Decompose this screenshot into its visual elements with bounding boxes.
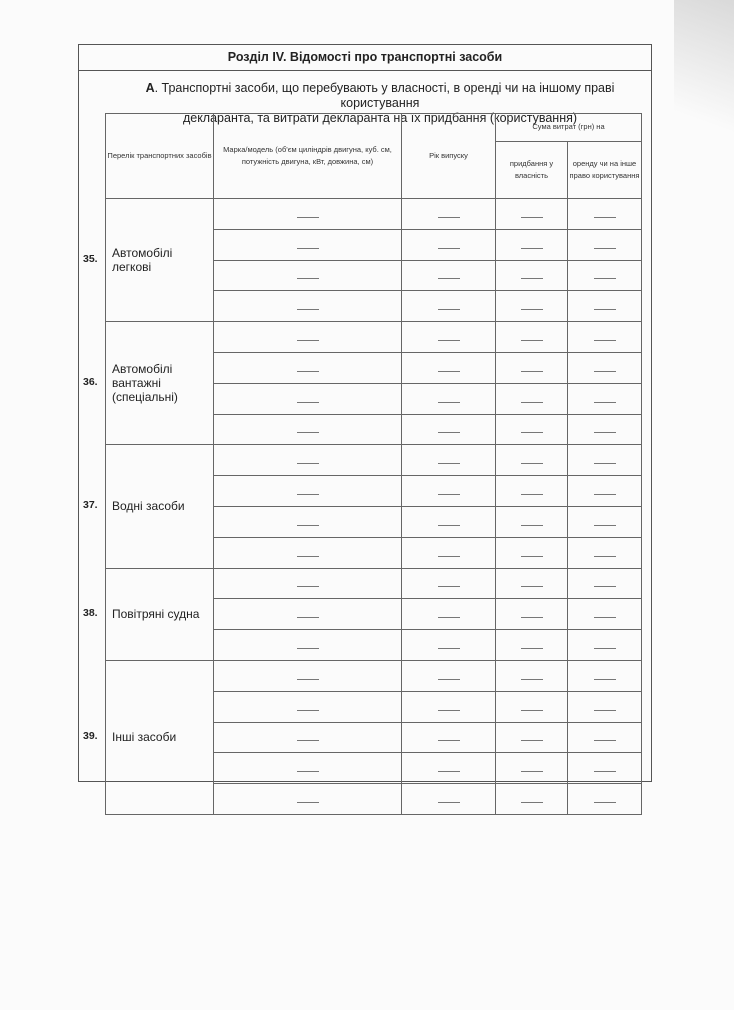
empty-dash xyxy=(438,617,460,618)
empty-dash xyxy=(521,463,543,464)
empty-cell xyxy=(568,537,642,568)
empty-cell xyxy=(402,599,496,630)
empty-dash xyxy=(594,648,616,649)
empty-dash xyxy=(297,309,319,310)
empty-cell xyxy=(568,630,642,661)
empty-dash xyxy=(594,248,616,249)
empty-dash xyxy=(521,679,543,680)
empty-dash xyxy=(297,525,319,526)
empty-dash xyxy=(438,648,460,649)
empty-dash xyxy=(297,648,319,649)
empty-cell xyxy=(496,784,568,815)
empty-dash xyxy=(297,617,319,618)
empty-dash xyxy=(594,802,616,803)
empty-cell xyxy=(568,445,642,476)
empty-dash xyxy=(594,525,616,526)
category-cell xyxy=(106,660,214,814)
empty-dash xyxy=(521,710,543,711)
empty-cell xyxy=(568,352,642,383)
empty-cell xyxy=(214,445,402,476)
header-expenses: Сума витрат (грн) на xyxy=(496,114,642,142)
row-number: 35. xyxy=(83,252,98,265)
empty-cell xyxy=(568,260,642,291)
empty-cell xyxy=(402,568,496,599)
category-cell xyxy=(106,198,214,321)
empty-dash xyxy=(297,679,319,680)
empty-cell xyxy=(402,784,496,815)
empty-dash xyxy=(594,710,616,711)
empty-dash xyxy=(521,248,543,249)
empty-cell xyxy=(402,445,496,476)
empty-cell xyxy=(214,229,402,260)
empty-dash xyxy=(521,617,543,618)
empty-dash xyxy=(438,710,460,711)
empty-dash xyxy=(594,617,616,618)
empty-cell xyxy=(496,660,568,691)
empty-cell xyxy=(496,568,568,599)
empty-dash xyxy=(438,340,460,341)
empty-dash xyxy=(521,802,543,803)
empty-dash xyxy=(521,402,543,403)
empty-cell xyxy=(214,630,402,661)
empty-dash xyxy=(438,494,460,495)
row-number: 37. xyxy=(83,499,98,511)
empty-cell xyxy=(496,630,568,661)
empty-dash xyxy=(297,371,319,372)
empty-cell xyxy=(214,383,402,414)
section-iv-frame xyxy=(78,44,652,782)
empty-cell xyxy=(402,722,496,753)
empty-dash xyxy=(521,586,543,587)
subtitle-letter: А xyxy=(145,81,155,95)
empty-cell xyxy=(496,322,568,353)
empty-dash xyxy=(438,740,460,741)
empty-dash xyxy=(297,710,319,711)
empty-cell xyxy=(214,322,402,353)
category-label: Водні засоби xyxy=(112,499,185,514)
empty-cell xyxy=(568,506,642,537)
empty-cell xyxy=(568,722,642,753)
empty-cell xyxy=(496,506,568,537)
empty-dash xyxy=(297,740,319,741)
table-row xyxy=(106,322,642,353)
category-cell xyxy=(106,322,214,445)
empty-dash xyxy=(594,309,616,310)
empty-cell xyxy=(402,322,496,353)
empty-dash xyxy=(594,494,616,495)
empty-cell xyxy=(214,691,402,722)
empty-dash xyxy=(438,278,460,279)
empty-dash xyxy=(594,371,616,372)
empty-cell xyxy=(568,784,642,815)
empty-cell xyxy=(496,291,568,322)
empty-cell xyxy=(568,229,642,260)
empty-cell xyxy=(496,476,568,507)
empty-cell xyxy=(496,691,568,722)
empty-cell xyxy=(402,291,496,322)
empty-dash xyxy=(438,463,460,464)
empty-cell xyxy=(496,383,568,414)
empty-cell xyxy=(402,660,496,691)
empty-dash xyxy=(594,402,616,403)
header-brand: Марка/модель (об'єм циліндрів двигуна, куб. см, потужність двигуна, кВт, довжина, см) xyxy=(214,114,402,199)
empty-dash xyxy=(438,402,460,403)
empty-cell xyxy=(496,198,568,229)
header-lease: оренду чи на інше право користування xyxy=(568,141,642,198)
category-label: Автомобілі вантажні (спеціальні) xyxy=(112,362,178,405)
empty-cell xyxy=(214,414,402,445)
empty-cell xyxy=(402,260,496,291)
empty-dash xyxy=(594,463,616,464)
row-number: 38. xyxy=(83,607,98,619)
category-cell xyxy=(106,445,214,568)
empty-cell xyxy=(214,568,402,599)
empty-cell xyxy=(402,352,496,383)
empty-dash xyxy=(297,586,319,587)
empty-dash xyxy=(521,525,543,526)
empty-cell xyxy=(402,537,496,568)
empty-cell xyxy=(568,414,642,445)
empty-cell xyxy=(214,599,402,630)
empty-cell xyxy=(496,352,568,383)
empty-dash xyxy=(521,432,543,433)
empty-cell xyxy=(496,445,568,476)
empty-cell xyxy=(496,537,568,568)
empty-cell xyxy=(402,414,496,445)
empty-cell xyxy=(568,568,642,599)
empty-cell xyxy=(568,322,642,353)
empty-cell xyxy=(214,660,402,691)
category-label: Автомобілі легкові xyxy=(112,246,173,275)
empty-cell xyxy=(214,537,402,568)
empty-cell xyxy=(402,753,496,784)
empty-cell xyxy=(214,784,402,815)
empty-cell xyxy=(214,352,402,383)
empty-dash xyxy=(521,494,543,495)
header-purchase: придбання у власність xyxy=(496,141,568,198)
subtitle-line2: декларанта, та витрати декларанта на їх придбання (користування) xyxy=(182,111,578,125)
row-number: 36. xyxy=(83,376,98,388)
section-title: Розділ IV. Відомості про транспортні засоби xyxy=(79,45,651,71)
vehicles-table xyxy=(105,113,642,815)
empty-cell xyxy=(214,753,402,784)
empty-dash xyxy=(521,278,543,279)
empty-cell xyxy=(568,383,642,414)
subtitle-line1: . Транспортні засоби, що перебувають у власності, в оренді чи на іншому праві користування xyxy=(154,81,615,110)
header-list: Перелік транспортних засобів xyxy=(106,114,214,199)
empty-dash xyxy=(438,586,460,587)
empty-dash xyxy=(521,217,543,218)
empty-cell xyxy=(402,630,496,661)
empty-cell xyxy=(568,476,642,507)
empty-cell xyxy=(214,506,402,537)
empty-dash xyxy=(297,217,319,218)
empty-dash xyxy=(521,556,543,557)
empty-dash xyxy=(521,371,543,372)
empty-cell xyxy=(568,660,642,691)
empty-cell xyxy=(568,753,642,784)
empty-dash xyxy=(297,340,319,341)
empty-dash xyxy=(438,802,460,803)
scan-edge-shadow xyxy=(674,0,734,200)
empty-dash xyxy=(521,740,543,741)
empty-dash xyxy=(594,740,616,741)
empty-dash xyxy=(297,556,319,557)
empty-cell xyxy=(568,691,642,722)
empty-dash xyxy=(438,371,460,372)
empty-cell xyxy=(568,599,642,630)
empty-dash xyxy=(594,278,616,279)
empty-cell xyxy=(214,722,402,753)
empty-dash xyxy=(438,217,460,218)
empty-cell xyxy=(402,476,496,507)
table-row xyxy=(106,568,642,599)
empty-dash xyxy=(521,309,543,310)
empty-dash xyxy=(297,278,319,279)
empty-dash xyxy=(438,525,460,526)
empty-dash xyxy=(438,679,460,680)
category-label: Повітряні судна xyxy=(112,607,200,622)
empty-dash xyxy=(297,248,319,249)
empty-dash xyxy=(297,463,319,464)
empty-dash xyxy=(594,217,616,218)
empty-dash xyxy=(594,586,616,587)
empty-cell xyxy=(496,722,568,753)
empty-cell xyxy=(214,260,402,291)
empty-cell xyxy=(496,599,568,630)
empty-dash xyxy=(297,402,319,403)
empty-cell xyxy=(402,506,496,537)
empty-dash xyxy=(297,494,319,495)
empty-dash xyxy=(594,679,616,680)
empty-dash xyxy=(521,340,543,341)
empty-cell xyxy=(496,753,568,784)
table-row xyxy=(106,445,642,476)
empty-cell xyxy=(496,414,568,445)
empty-dash xyxy=(594,340,616,341)
empty-dash xyxy=(594,556,616,557)
empty-dash xyxy=(297,802,319,803)
empty-dash xyxy=(438,432,460,433)
row-number: 39. xyxy=(83,730,98,742)
empty-dash xyxy=(438,556,460,557)
empty-cell xyxy=(402,691,496,722)
empty-dash xyxy=(594,771,616,772)
empty-dash xyxy=(521,648,543,649)
empty-dash xyxy=(297,432,319,433)
empty-dash xyxy=(521,771,543,772)
empty-cell xyxy=(568,198,642,229)
empty-dash xyxy=(594,432,616,433)
table-row xyxy=(106,660,642,691)
empty-dash xyxy=(438,309,460,310)
empty-cell xyxy=(496,229,568,260)
empty-dash xyxy=(438,248,460,249)
category-label: Інші засоби xyxy=(112,730,177,745)
empty-cell xyxy=(402,229,496,260)
header-year: Рік випуску xyxy=(402,114,496,199)
table-row xyxy=(106,198,642,229)
empty-cell xyxy=(214,476,402,507)
category-cell xyxy=(106,568,214,660)
empty-cell xyxy=(214,291,402,322)
empty-cell xyxy=(402,198,496,229)
empty-cell xyxy=(496,260,568,291)
empty-dash xyxy=(438,771,460,772)
empty-cell xyxy=(214,198,402,229)
empty-cell xyxy=(568,291,642,322)
empty-cell xyxy=(402,383,496,414)
empty-dash xyxy=(297,771,319,772)
